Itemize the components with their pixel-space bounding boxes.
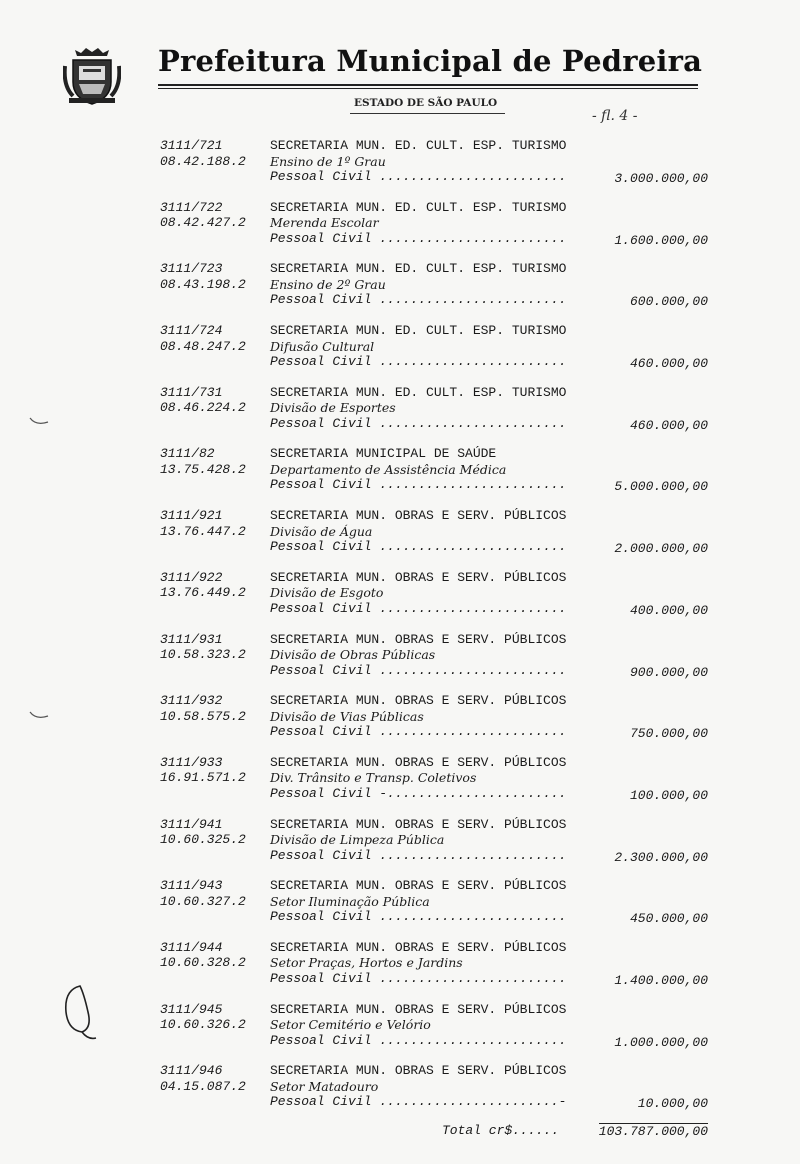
expense-item: Pessoal Civil ........................: [270, 169, 567, 184]
unit: Setor Praças, Hortos e Jardins: [270, 955, 463, 971]
department: SECRETARIA MUN. OBRAS E SERV. PÚBLICOS: [270, 754, 567, 770]
program-code: 08.46.224.2: [160, 400, 246, 416]
account-code: 3111/945: [160, 1001, 223, 1017]
department: SECRETARIA MUN. ED. CULT. ESP. TURISMO: [270, 384, 567, 400]
total-amount: 103.787.000,00: [598, 1124, 708, 1139]
account-code: 3111/723: [160, 261, 223, 277]
account-code: 3111/722: [160, 199, 223, 215]
budget-entry: [160, 940, 710, 1002]
account-code: 3111/921: [160, 508, 223, 524]
unit: Difusão Cultural: [270, 338, 375, 354]
amount: 450.000,00: [629, 911, 708, 927]
header-rule-thin: [158, 88, 698, 89]
amount: 1.400.000,00: [614, 972, 708, 988]
department: SECRETARIA MUNICIPAL DE SAÚDE: [270, 446, 497, 462]
account-code: 3111/721: [160, 138, 223, 153]
expense-item: Pessoal Civil ........................: [270, 600, 567, 616]
expense-item: Pessoal Civil ........................: [270, 909, 567, 925]
program-code: 10.58.323.2: [160, 647, 246, 662]
expense-item: Pessoal Civil ........................: [270, 230, 567, 246]
program-code: 08.42.427.2: [160, 215, 246, 231]
amount: 3.000.000,00: [614, 171, 708, 186]
budget-entry: [160, 200, 710, 262]
department: SECRETARIA MUN. ED. CULT. ESP. TURISMO: [270, 261, 567, 277]
expense-item: Pessoal Civil -.......................: [270, 785, 567, 801]
expense-item: Pessoal Civil ........................: [270, 354, 567, 370]
program-code: 10.60.328.2: [160, 955, 246, 971]
amount: 600.000,00: [629, 294, 708, 310]
unit: Setor Iluminação Pública: [270, 893, 430, 909]
budget-entry: [160, 138, 710, 200]
department: SECRETARIA MUN. OBRAS E SERV. PÚBLICOS: [270, 1063, 567, 1079]
budget-entry: [160, 878, 710, 940]
amount: 2.000.000,00: [614, 541, 708, 557]
unit: Departamento de Assistência Médica: [270, 461, 507, 477]
account-code: 3111/82: [160, 446, 215, 462]
unit: Div. Trânsito e Transp. Coletivos: [270, 770, 477, 786]
budget-entries: [160, 138, 710, 1145]
expense-item: Pessoal Civil ........................: [270, 847, 567, 863]
department: SECRETARIA MUN. ED. CULT. ESP. TURISMO: [270, 138, 567, 153]
expense-item: Pessoal Civil ........................: [270, 477, 567, 493]
program-code: 16.91.571.2: [160, 770, 246, 786]
amount: 460.000,00: [629, 356, 708, 372]
account-code: 3111/931: [160, 631, 223, 647]
program-code: 04.15.087.2: [160, 1078, 246, 1094]
amount: 460.000,00: [629, 417, 708, 433]
budget-entry: [160, 632, 710, 694]
expense-item: Pessoal Civil ........................: [270, 292, 567, 308]
unit: Divisão de Vias Públicas: [270, 708, 424, 724]
program-code: 08.42.188.2: [160, 153, 246, 169]
expense-item: Pessoal Civil ........................: [270, 970, 567, 986]
amount: 400.000,00: [629, 602, 708, 618]
program-code: 10.60.327.2: [160, 893, 246, 909]
amount: 10.000,00: [637, 1096, 708, 1112]
handwritten-initial: [58, 982, 98, 1042]
department: SECRETARIA MUN. ED. CULT. ESP. TURISMO: [270, 199, 567, 215]
unit: Merenda Escolar: [270, 215, 379, 231]
budget-entry: [160, 1063, 710, 1125]
amount: 2.300.000,00: [614, 849, 708, 865]
expense-item: Pessoal Civil ........................: [270, 1032, 567, 1048]
unit: Divisão de Esportes: [270, 400, 396, 416]
department: SECRETARIA MUN. OBRAS E SERV. PÚBLICOS: [270, 693, 567, 709]
unit: Ensino de 2º Grau: [270, 276, 386, 292]
page-number: - fl. 4 -: [592, 108, 638, 124]
budget-entry: [160, 446, 710, 508]
budget-entry: [160, 508, 710, 570]
subtitle-rule: [350, 113, 505, 114]
account-code: 3111/943: [160, 878, 223, 894]
program-code: 10.60.326.2: [160, 1017, 246, 1033]
budget-entry: [160, 817, 710, 879]
department: SECRETARIA MUN. OBRAS E SERV. PÚBLICOS: [270, 631, 567, 647]
account-code: 3111/724: [160, 323, 223, 339]
department: SECRETARIA MUN. OBRAS E SERV. PÚBLICOS: [270, 878, 567, 894]
unit: Divisão de Esgoto: [270, 585, 384, 601]
page-title: Prefeitura Municipal de Pedreira: [158, 44, 703, 78]
total-row: [160, 1125, 710, 1145]
state-subtitle: ESTADO DE SÃO PAULO: [354, 97, 498, 109]
program-code: 13.76.449.2: [160, 585, 246, 601]
unit: Ensino de 1º Grau: [270, 153, 386, 169]
unit: Divisão de Obras Públicas: [270, 647, 436, 662]
total-label: Total cr$......: [442, 1123, 560, 1138]
expense-item: Pessoal Civil ........................: [270, 415, 567, 431]
budget-entry: [160, 570, 710, 632]
amount: 100.000,00: [629, 787, 708, 803]
account-code: 3111/922: [160, 569, 223, 585]
expense-item: Pessoal Civil ........................: [270, 724, 567, 740]
amount: 750.000,00: [629, 726, 708, 742]
account-code: 3111/932: [160, 693, 223, 709]
budget-entry: [160, 693, 710, 755]
expense-item: Pessoal Civil ........................: [270, 539, 567, 555]
amount: 900.000,00: [629, 664, 708, 680]
program-code: 10.58.575.2: [160, 708, 246, 724]
account-code: 3111/946: [160, 1063, 223, 1079]
amount: 1.000.000,00: [614, 1034, 708, 1050]
department: SECRETARIA MUN. OBRAS E SERV. PÚBLICOS: [270, 939, 567, 955]
budget-entry: [160, 385, 710, 447]
program-code: 08.48.247.2: [160, 338, 246, 354]
margin-mark: [28, 414, 50, 428]
expense-item: Pessoal Civil .......................-: [270, 1094, 567, 1110]
account-code: 3111/944: [160, 939, 223, 955]
program-code: 08.43.198.2: [160, 276, 246, 292]
unit: Divisão de Limpeza Pública: [270, 832, 445, 848]
header-rule: [158, 84, 698, 86]
department: SECRETARIA MUN. ED. CULT. ESP. TURISMO: [270, 323, 567, 339]
unit: Divisão de Água: [270, 523, 373, 539]
account-code: 3111/941: [160, 816, 223, 832]
program-code: 10.60.325.2: [160, 832, 246, 848]
account-code: 3111/933: [160, 754, 223, 770]
program-code: 13.76.447.2: [160, 523, 246, 539]
department: SECRETARIA MUN. OBRAS E SERV. PÚBLICOS: [270, 816, 567, 832]
margin-mark: [28, 708, 50, 722]
municipal-crest-logo: [63, 46, 121, 106]
department: SECRETARIA MUN. OBRAS E SERV. PÚBLICOS: [270, 1001, 567, 1017]
department: SECRETARIA MUN. OBRAS E SERV. PÚBLICOS: [270, 508, 567, 524]
expense-item: Pessoal Civil ........................: [270, 662, 567, 678]
budget-entry: [160, 261, 710, 323]
account-code: 3111/731: [160, 384, 223, 400]
department: SECRETARIA MUN. OBRAS E SERV. PÚBLICOS: [270, 569, 567, 585]
budget-entry: [160, 1002, 710, 1064]
amount: 1.600.000,00: [614, 232, 708, 248]
amount: 5.000.000,00: [614, 479, 708, 495]
unit: Setor Matadouro: [270, 1078, 379, 1094]
budget-entry: [160, 323, 710, 385]
budget-entry: [160, 755, 710, 817]
unit: Setor Cemitério e Velório: [270, 1017, 431, 1033]
program-code: 13.75.428.2: [160, 461, 246, 477]
